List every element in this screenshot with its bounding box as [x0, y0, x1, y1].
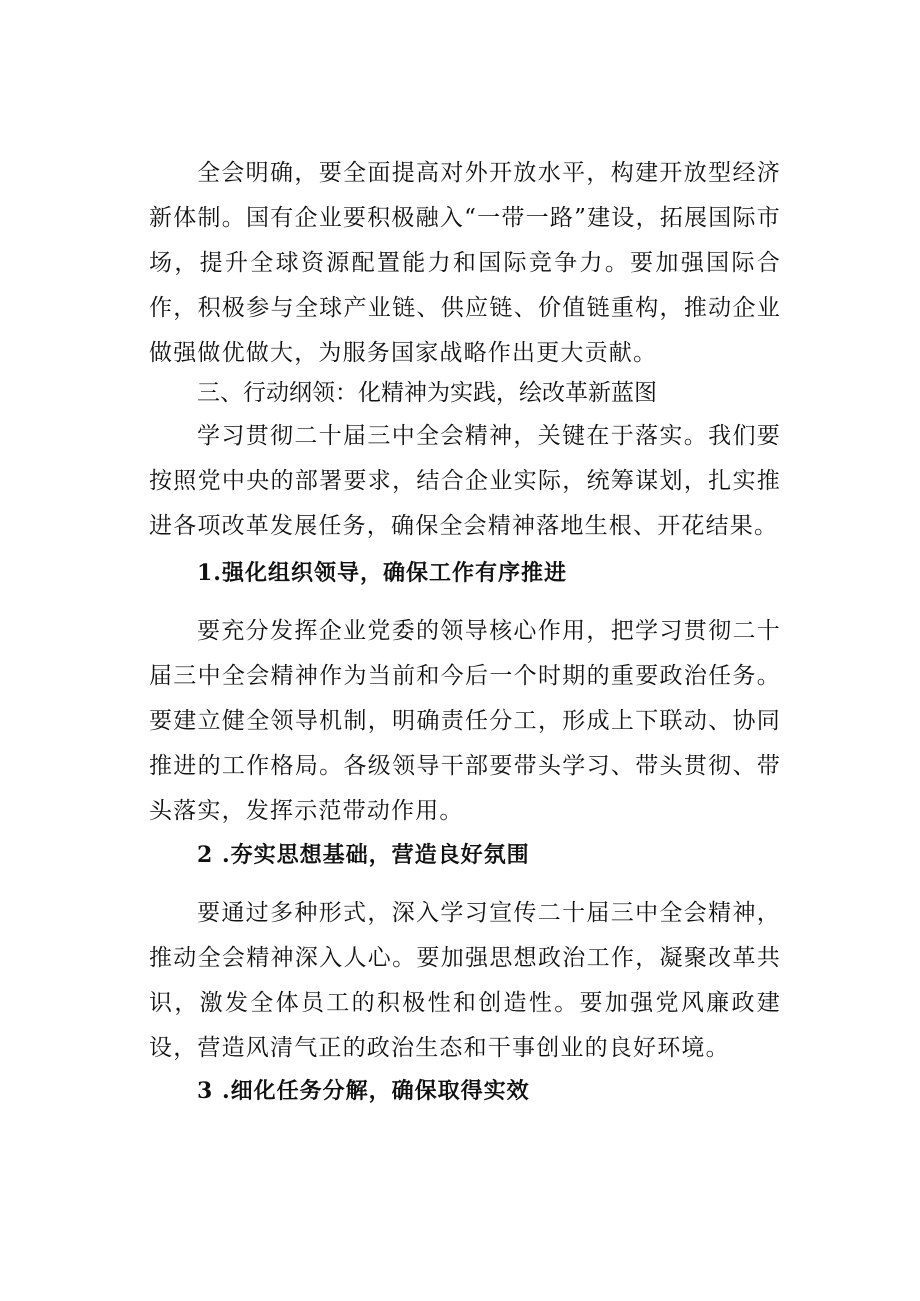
subsection-title-1: 1.强化组织领导，确保工作有序推进 [197, 560, 567, 586]
paragraph-section-intro: 学习贯彻二十届三中全会精神，关键在于落实。我们要按照党中央的部署要求，结合企业实际，统筹谋划，扎实推进各项改革发展任务，确保全会精神落地生根、开花结果。 [149, 423, 781, 539]
subsection-title-2: 2 .夯实思想基础，营造良好氛围 [197, 842, 530, 868]
subsection-title-3: 3 .细化任务分解，确保取得实效 [197, 1078, 530, 1104]
paragraph-subsection-1: 要充分发挥企业党委的领导核心作用，把学习贯彻二十届三中全会精神作为当前和今后一个时期的重要政治任务。要建立健全领导机制，明确责任分工，形成上下联动、协同推进的工作格局。各级领导干部要带头学习、带头贯彻、带头落实，发挥示范带动作用。 [149, 618, 781, 824]
section-heading: 三、行动纲领：化精神为实践，绘改革新蓝图 [197, 380, 657, 406]
paragraph-opening: 全会明确，要全面提高对外开放水平，构建开放型经济新体制。国有企业要积极融入“一带一路”建设，拓展国际市场，提升全球资源配置能力和国际竞争力。要加强国际合作，积极参与全球产业链、供应链、价值链重构，推动企业做强做优做大，为服务国家战略作出更大贡献。 [149, 160, 781, 366]
paragraph-subsection-2: 要通过多种形式，深入学习宣传二十届三中全会精神，推动全会精神深入人心。要加强思想政治工作，凝聚改革共识，激发全体员工的积极性和创造性。要加强党风廉政建设，营造风清气正的政治生态和干事创业的良好环境。 [149, 900, 781, 1061]
